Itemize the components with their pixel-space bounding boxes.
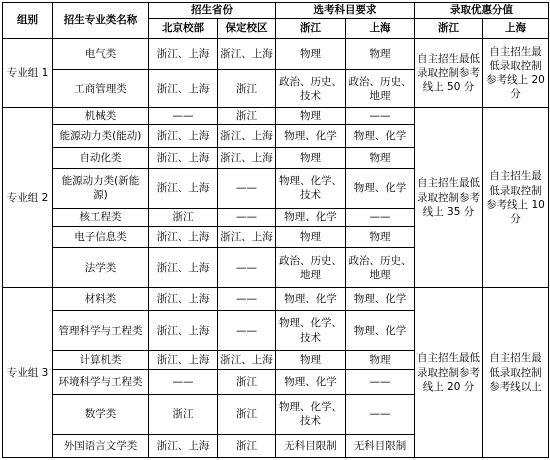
zj-subject-cell: 政治、历史、技术	[276, 70, 346, 108]
sh-subject-cell: 物理、化学	[346, 288, 415, 311]
table-row	[3, 108, 549, 125]
beijing-cell: 浙江	[149, 208, 218, 227]
zj-subject-cell: 政治、历史、地理	[276, 248, 346, 288]
beijing-cell: 浙江、上海	[149, 70, 218, 108]
zj-subject-cell: 物理	[276, 351, 346, 370]
sh-subject-cell: 无科目限制	[346, 434, 415, 457]
major-cell: 计算机类	[53, 351, 149, 370]
zj-subject-cell: 物理	[276, 227, 346, 248]
beijing-cell: 浙江、上海	[149, 39, 218, 70]
major-cell: 自动化类	[53, 147, 149, 168]
sh-subject-cell: ——	[346, 369, 415, 394]
zj-subject-cell: 物理、化学	[276, 124, 346, 147]
table-row	[3, 288, 549, 311]
baoding-cell: 浙江、上海	[218, 124, 276, 147]
major-cell: 工商管理类	[53, 70, 149, 108]
zj-subject-cell: 物理、化学、技术	[276, 395, 346, 435]
major-cell: 外国语言文学类	[53, 434, 149, 457]
major-cell: 管理科学与工程类	[53, 311, 149, 351]
pref-zj-cell: 自主招生最低录取控制参考线上 20 分	[415, 288, 483, 458]
sh-subject-cell: 政治、历史、地理	[346, 248, 415, 288]
pref-sh-cell: 自主招生最低录取控制参考线上 10 分	[483, 108, 549, 288]
admission-table	[2, 2, 549, 458]
beijing-cell: 浙江、上海	[149, 147, 218, 168]
header-provinces: 招生省份	[149, 3, 276, 19]
sh-subject-cell: 物理	[346, 147, 415, 168]
pref-sh-cell: 自主招生最低录取控制参考线上 20 分	[483, 39, 549, 108]
header-preferential: 录取优惠分值	[415, 3, 549, 19]
baoding-cell: 浙江、上海	[218, 147, 276, 168]
baoding-cell: 浙江	[218, 369, 276, 394]
baoding-cell: 浙江、上海	[218, 39, 276, 70]
sh-subject-cell: 物理	[346, 227, 415, 248]
zj-subject-cell: 物理	[276, 108, 346, 125]
major-cell: 电气类	[53, 39, 149, 70]
header-baoding: 保定校区	[218, 19, 276, 39]
sh-subject-cell: 物理	[346, 39, 415, 70]
header-zhejiang: 浙江	[276, 19, 346, 39]
major-cell: 法学类	[53, 248, 149, 288]
table-body	[3, 39, 549, 458]
baoding-cell: 浙江、上海	[218, 227, 276, 248]
baoding-cell: ——	[218, 208, 276, 227]
group-name: 专业组 1	[3, 39, 53, 108]
sh-subject-cell: ——	[346, 395, 415, 435]
beijing-cell: 浙江、上海	[149, 248, 218, 288]
baoding-cell: 浙江	[218, 108, 276, 125]
baoding-cell: ——	[218, 248, 276, 288]
pref-sh-cell: 自主招生最低录取控制参考线以上	[483, 288, 549, 458]
baoding-cell: ——	[218, 168, 276, 208]
major-cell: 材料类	[53, 288, 149, 311]
header-pref-shanghai: 上海	[483, 19, 549, 39]
baoding-cell: ——	[218, 311, 276, 351]
major-cell: 机械类	[53, 108, 149, 125]
pref-zj-cell: 自主招生最低录取控制参考线上 35 分	[415, 108, 483, 288]
baoding-cell: ——	[218, 288, 276, 311]
beijing-cell: ——	[149, 369, 218, 394]
zj-subject-cell: 无科目限制	[276, 434, 346, 457]
major-cell: 数学类	[53, 395, 149, 435]
major-cell: 电子信息类	[53, 227, 149, 248]
header-subjects: 选考科目要求	[276, 3, 415, 19]
baoding-cell: 浙江	[218, 434, 276, 457]
table-row	[3, 39, 549, 70]
beijing-cell: 浙江、上海	[149, 434, 218, 457]
zj-subject-cell: 物理、化学	[276, 288, 346, 311]
header-group: 组别	[3, 3, 53, 39]
beijing-cell: 浙江、上海	[149, 288, 218, 311]
beijing-cell: 浙江、上海	[149, 351, 218, 370]
zj-subject-cell: 物理、化学、技术	[276, 311, 346, 351]
sh-subject-cell: 政治、历史、地理	[346, 70, 415, 108]
baoding-cell: 浙江	[218, 70, 276, 108]
header-major: 招生专业类名称	[53, 3, 149, 39]
zj-subject-cell: 物理、化学、技术	[276, 168, 346, 208]
beijing-cell: 浙江	[149, 395, 218, 435]
sh-subject-cell: ——	[346, 208, 415, 227]
beijing-cell: 浙江、上海	[149, 168, 218, 208]
pref-zj-cell: 自主招生最低录取控制参考线上 50 分	[415, 39, 483, 108]
sh-subject-cell: 物理	[346, 351, 415, 370]
major-cell: 环境科学与工程类	[53, 369, 149, 394]
group-name: 专业组 2	[3, 108, 53, 288]
beijing-cell: 浙江、上海	[149, 227, 218, 248]
beijing-cell: 浙江、上海	[149, 124, 218, 147]
sh-subject-cell: ——	[346, 108, 415, 125]
beijing-cell: ——	[149, 108, 218, 125]
major-cell: 核工程类	[53, 208, 149, 227]
zj-subject-cell: 物理	[276, 147, 346, 168]
zj-subject-cell: 物理、化学	[276, 208, 346, 227]
major-cell: 能源动力类(新能源)	[53, 168, 149, 208]
sh-subject-cell: 物理、化学	[346, 311, 415, 351]
header-shanghai: 上海	[346, 19, 415, 39]
header-pref-zhejiang: 浙江	[415, 19, 483, 39]
group-name: 专业组 3	[3, 288, 53, 458]
baoding-cell: 浙江	[218, 395, 276, 435]
zj-subject-cell: 物理	[276, 39, 346, 70]
beijing-cell: 浙江、上海	[149, 311, 218, 351]
header-beijing: 北京校部	[149, 19, 218, 39]
baoding-cell: 浙江、上海	[218, 351, 276, 370]
zj-subject-cell: 物理、化学	[276, 369, 346, 394]
major-cell: 能源动力类(能动)	[53, 124, 149, 147]
sh-subject-cell: 物理、化学	[346, 168, 415, 208]
sh-subject-cell: 物理、化学	[346, 124, 415, 147]
